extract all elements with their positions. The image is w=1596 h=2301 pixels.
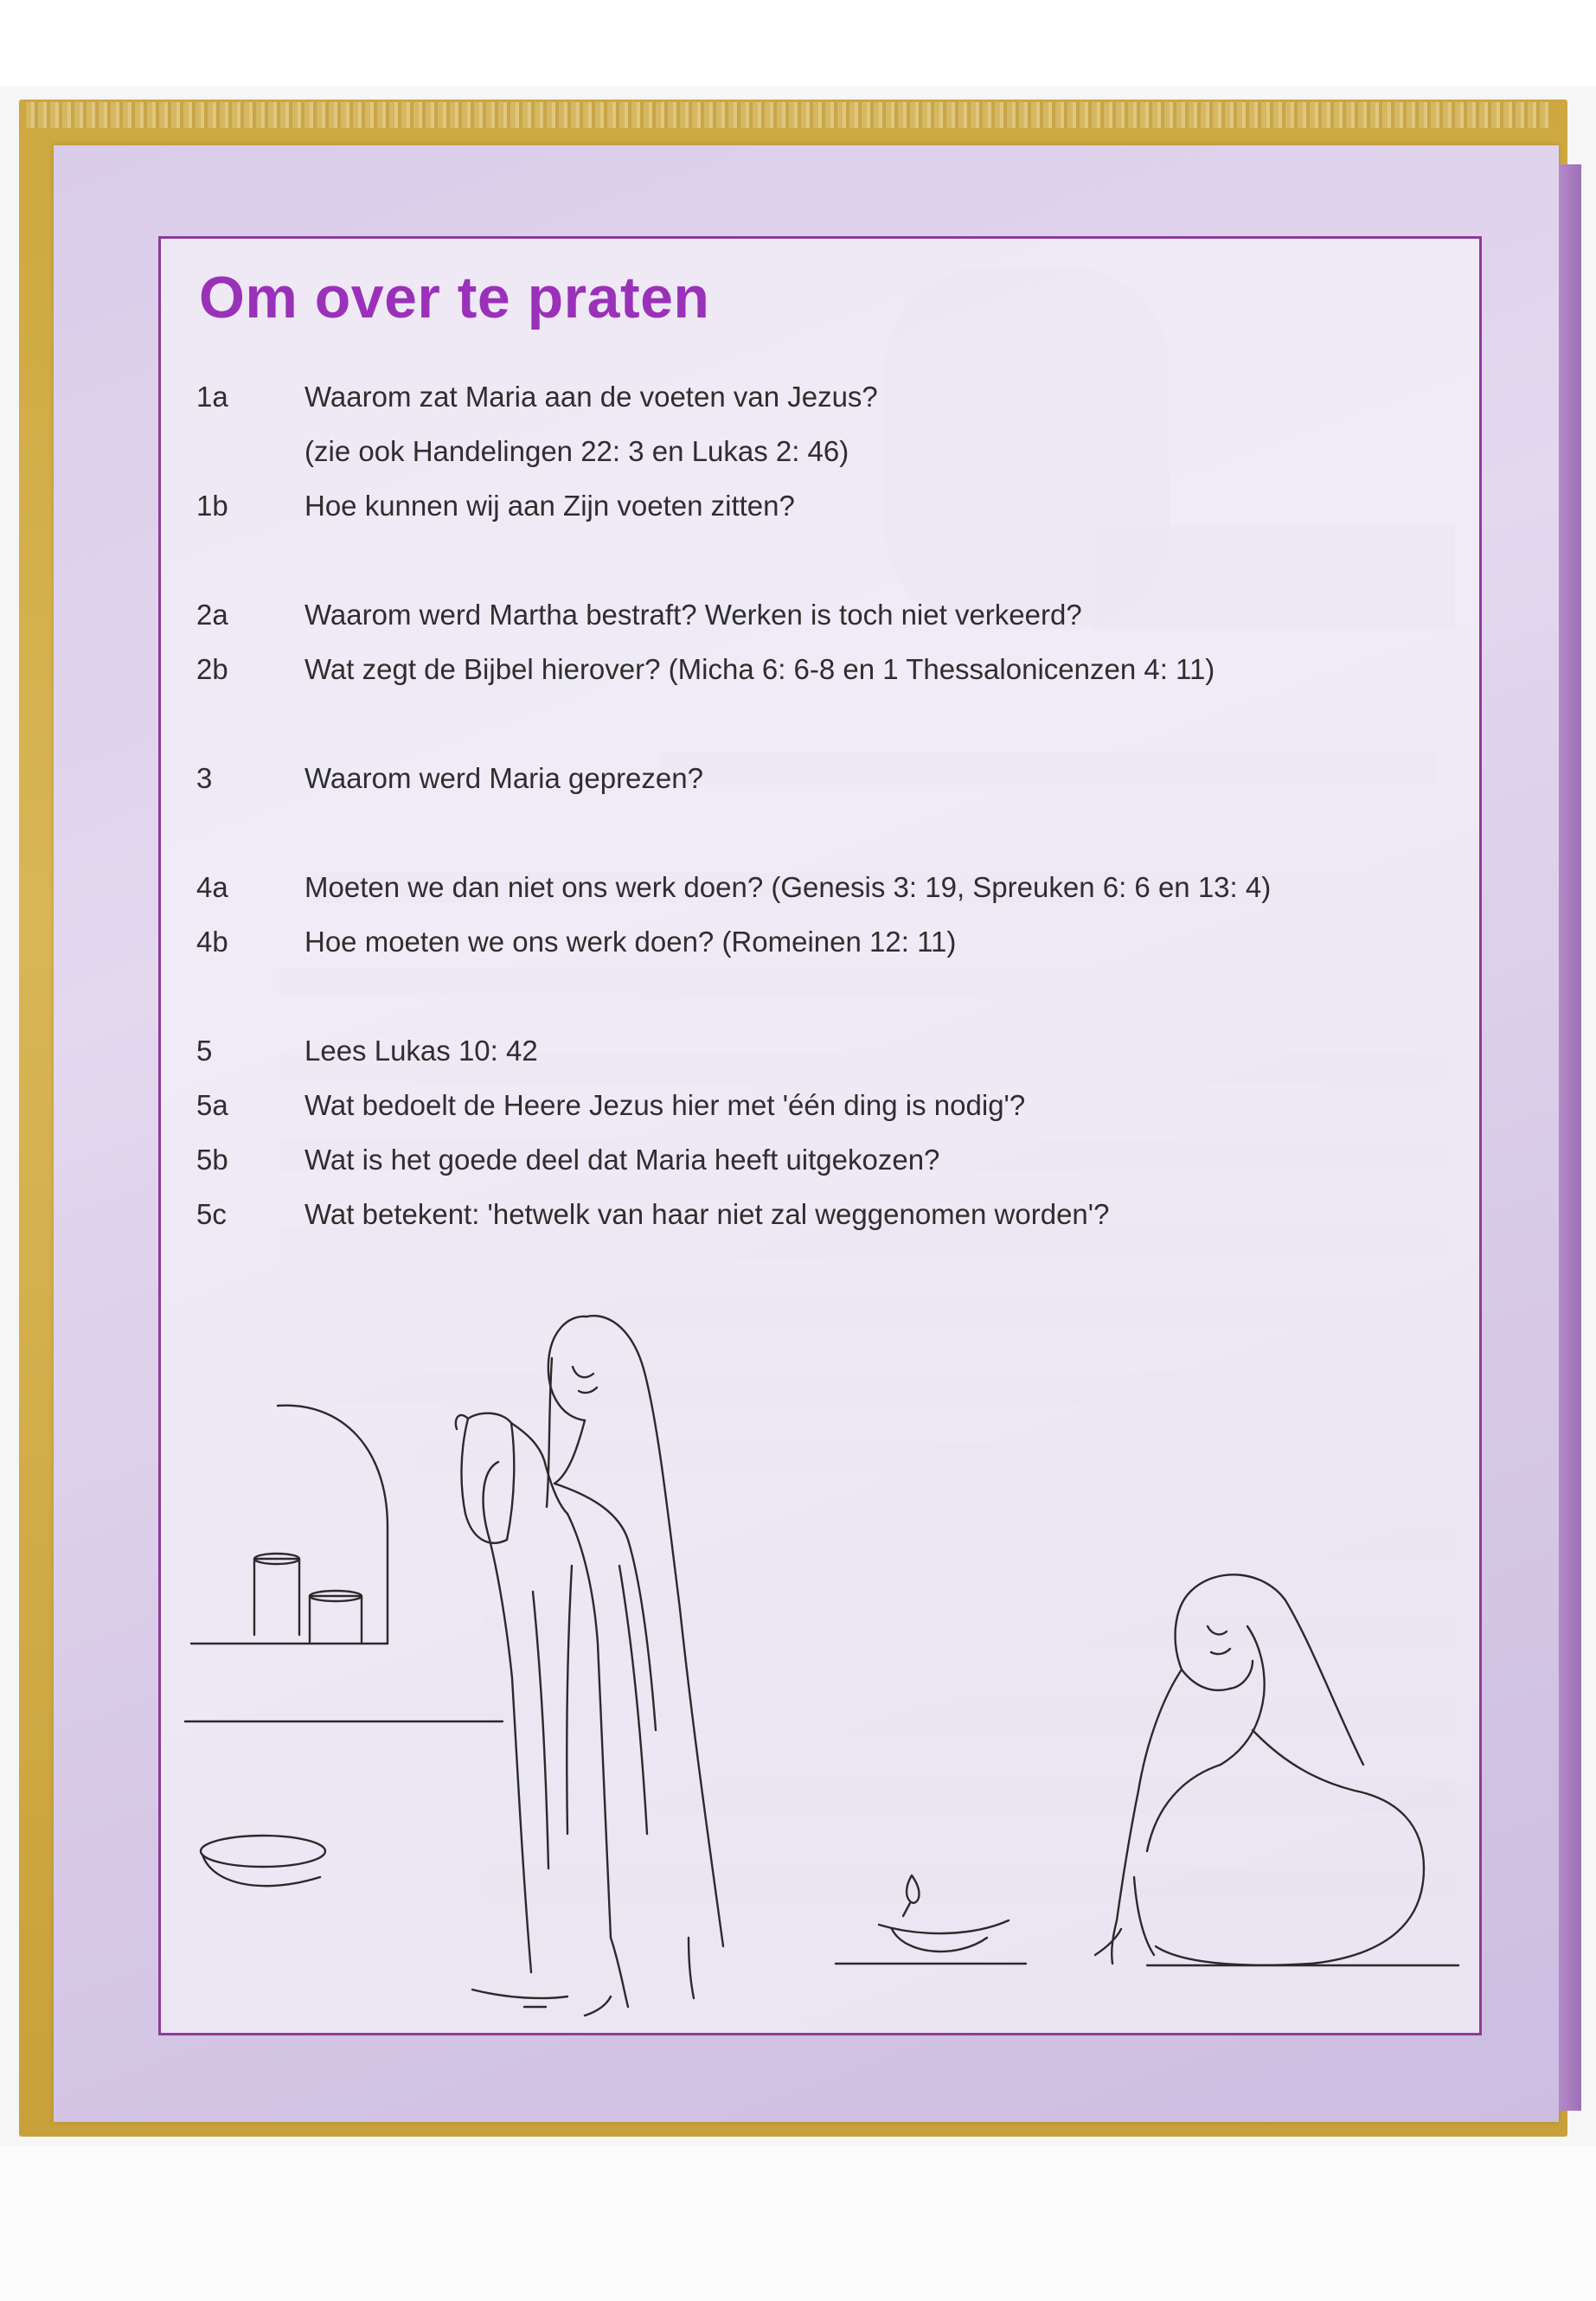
scan-background-top	[0, 0, 1596, 87]
page-right-edge	[1559, 164, 1581, 2111]
wall-niche-drawing	[185, 1406, 503, 1721]
question-text: Wat bedoelt de Heere Jezus hier met 'één ding is nodig'?	[304, 1089, 1026, 1121]
maria-figure-drawing	[1095, 1574, 1424, 1965]
question-text: Waarom werd Maria geprezen?	[304, 762, 703, 794]
question-number: 2a	[196, 599, 228, 631]
question-number: 2b	[196, 653, 228, 685]
question-number: 1b	[196, 490, 228, 522]
question-text: Waarom werd Martha bestraft? Werken is toch niet verkeerd?	[304, 599, 1082, 631]
question-text: Wat zegt de Bijbel hierover? (Micha 6: 6-8 en 1 Thessalonicenzen 4: 11)	[304, 653, 1215, 685]
question-text: Moeten we dan niet ons werk doen? (Genesis 3: 19, Spreuken 6: 6 en 13: 4)	[304, 871, 1272, 903]
question-text: Wat is het goede deel dat Maria heeft uitgekozen?	[304, 1144, 940, 1176]
cover-edge-texture	[26, 102, 1548, 128]
question-text: (zie ook Handelingen 22: 3 en Lukas 2: 46)	[304, 435, 849, 467]
martha-figure-drawing	[456, 1316, 723, 2016]
question-text: Hoe moeten we ons werk doen? (Romeinen 12: 11)	[304, 926, 957, 958]
scan-background-bottom	[0, 2145, 1596, 2301]
oil-lamp-drawing	[879, 1875, 1009, 1952]
question-text: Lees Lukas 10: 42	[304, 1035, 538, 1067]
question-text: Hoe kunnen wij aan Zijn voeten zitten?	[304, 490, 795, 522]
question-text: Wat betekent: 'hetwelk van haar niet zal weggenomen worden'?	[304, 1198, 1110, 1230]
page-title: Om over te praten	[199, 265, 710, 330]
question-number: 1a	[196, 381, 228, 413]
question-number: 5	[196, 1035, 213, 1067]
martha-and-maria-illustration	[161, 1280, 1479, 2033]
question-number: 3	[196, 762, 213, 794]
question-number: 5b	[196, 1144, 228, 1176]
question-number: 5c	[196, 1198, 227, 1230]
question-number: 4a	[196, 871, 228, 903]
basin-drawing	[201, 1836, 325, 1886]
question-number: 4b	[196, 926, 228, 958]
question-text: Waarom zat Maria aan de voeten van Jezus?	[304, 381, 878, 413]
question-number: 5a	[196, 1089, 228, 1121]
